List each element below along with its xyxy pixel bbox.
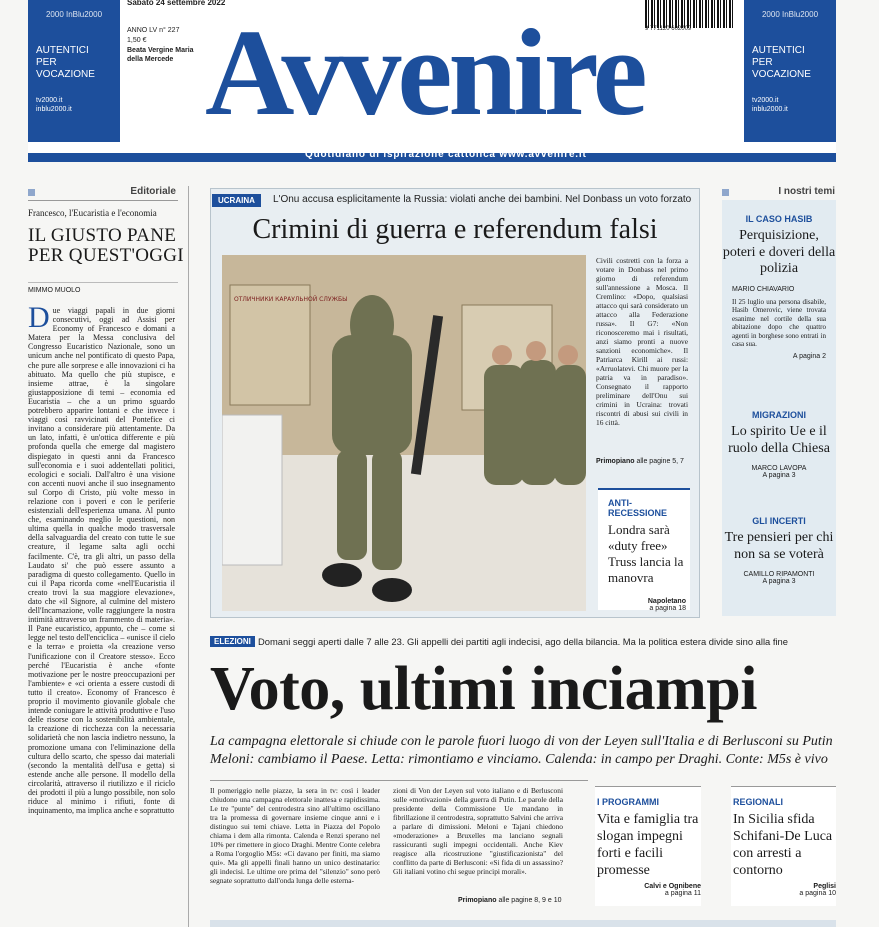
promo-urls: tv2000.it inblu2000.it xyxy=(36,97,72,113)
promo-message: AUTENTICI PER VOCAZIONE xyxy=(36,45,95,80)
soldiers-photo[interactable] xyxy=(222,255,586,611)
anti-recessione-page: a pagina 18 xyxy=(649,605,686,612)
tema-author: MARCO LAVOPA xyxy=(751,465,807,472)
tv2000-promo-right[interactable] xyxy=(744,0,836,142)
anti-recessione-title: Londra sarà «duty free» Truss lancia la manovra xyxy=(608,522,684,585)
issue-number: ANNO LV n° 227 xyxy=(127,27,180,34)
masthead-tagline[interactable]: Quotidiano di ispirazione cattolica www.avvenire.it xyxy=(305,149,587,160)
promo-logos: 2000 InBlu2000 xyxy=(45,10,103,19)
ucraina-kicker: L'Onu accusa esplicitamente la Russia: violati anche dei bambini. Nel Donbass un voto forzato xyxy=(273,194,692,205)
tema-item[interactable] xyxy=(722,214,836,360)
tema-tag: GLI INCERTI xyxy=(752,516,806,526)
regionali-tag: REGIONALI xyxy=(733,797,784,807)
programmi-title: Vita e famiglia tra slogan impegni forti e facili promesse xyxy=(597,812,699,878)
tema-body: Il 25 luglio una persona disabile, Hasib Omerovic, viene trovata esanime nel cortile della sua abitazione dopo che quattro agenti in borghese sono entrati in casa sua. xyxy=(732,297,826,349)
elezioni-page-ref[interactable]: Primopiano alle pagine 8, 9 e 10 xyxy=(458,897,562,904)
barcode xyxy=(645,0,735,28)
photo-illustration xyxy=(222,255,586,611)
tema-tag: MIGRAZIONI xyxy=(752,410,806,420)
tema-page: A pagina 3 xyxy=(762,472,796,479)
divider xyxy=(28,282,178,283)
tema-title: Lo spirito Ue e il ruolo della Chiesa xyxy=(728,424,830,456)
promo-urls: tv2000.it inblu2000.it xyxy=(752,97,788,113)
regionali-author: Peglisi xyxy=(813,883,836,890)
tema-author: MARIO CHIAVARIO xyxy=(732,285,795,293)
ucraina-tag: UCRAINA xyxy=(212,194,261,207)
elezioni-kicker: Domani seggi aperti dalle 7 alle 23. Gli appelli dei partiti agli indecisi, ago della bilancia. Ma la politica estera divide sino alla fine xyxy=(258,636,788,647)
bottom-strip xyxy=(210,920,836,927)
programmi-box[interactable] xyxy=(595,786,701,906)
programmi-author: Calvi e Ognibene xyxy=(644,883,701,890)
tv2000-promo-left[interactable] xyxy=(28,0,120,142)
column-rule xyxy=(188,186,189,927)
elezioni-tag: ELEZIONI xyxy=(210,636,255,647)
issue-date: Sabato 24 settembre 2022 xyxy=(127,0,226,7)
promo-message: AUTENTICI PER VOCAZIONE xyxy=(752,45,811,80)
programmi-page: a pagina 11 xyxy=(664,890,701,897)
barcode-number: 9 771120 602009 xyxy=(645,26,692,32)
photo-poster-text: ОТЛИЧНИКИ КАРАУЛЬНОЙ СЛУЖБЫ xyxy=(234,296,348,303)
tema-page: A pagina 3 xyxy=(762,578,796,585)
tema-author: CAMILLO RIPAMONTI xyxy=(743,571,815,578)
promo-logos: 2000 InBlu2000 xyxy=(761,10,819,19)
tema-page: A pagina 2 xyxy=(792,353,826,361)
programmi-tag: I PROGRAMMI xyxy=(597,797,659,807)
editoriale-subtitle: Francesco, l'Eucaristia e l'economia xyxy=(28,208,157,218)
ucraina-headline[interactable]: Crimini di guerra e referendum falsi xyxy=(252,214,658,245)
anti-recessione-box[interactable] xyxy=(598,488,690,610)
temi-header: I nostri temi xyxy=(778,186,835,197)
editoriale-title[interactable]: IL GIUSTO PANE PER QUEST'OGGI xyxy=(28,225,184,266)
tema-title: Perquisizione, poteri e doveri della polizia xyxy=(722,228,836,276)
elezioni-headline[interactable]: Voto, ultimi inciampi xyxy=(210,655,757,723)
editoriale-tag: Editoriale xyxy=(130,186,176,197)
regionali-box[interactable] xyxy=(731,786,836,906)
issue-price: 1,50 € xyxy=(127,37,147,44)
tema-item[interactable] xyxy=(722,410,836,479)
temi-box xyxy=(722,200,836,616)
anti-recessione-tag: ANTI-RECESSIONE xyxy=(608,498,668,518)
elezioni-body-col1: Il pomeriggio nelle piazze, la sera in tv: così i leader chiudono una campagna elettorale inattesa e rapidissima. Le tre "punte" del centrodestra sino all'ultimo oscillano tra la promessa di governare insieme cinque anni e i distinguo sui temi chiave. Letta in Piazza del Popolo chiama i dem alla rimonta. Calenda e Renzi sperano nel 10% per rimettere in gioco Draghi. Mentre Conte celebra a Roma l'orgoglio M5s: «Ci davano per finiti, ma siamo qui». Ma gli appelli finali hanno un unico destinatario: gli indecisi. Le ultime ore prima del "silenzio" sono però segnate soprattutto dall'onda lunga delle esterna- xyxy=(210,786,380,885)
editoriale-author: MIMMO MUOLO xyxy=(28,287,81,294)
tema-tag: IL CASO HASIB xyxy=(745,214,813,224)
divider xyxy=(210,780,588,781)
divider xyxy=(28,200,178,201)
anti-recessione-author: Napoletano xyxy=(647,598,686,605)
ucraina-body: Civili costretti con la forza a votare in Donbass nel primo giorno di referendum sull'annessione a Mosca. Il Cremlino: «Dopo, qualsiasi attacco qui sarà considerato un attacco alla Federazione russa». Il G7: «Non riconosceremo mai i risultati, anzi siamo pronti a nuove sanzioni economiche». Il Patriarca Kirill ai russi: «Arruolatevi. Chi muore per la patria va in paradiso». Consegnato il rapporto preliminare dell'Onu sui crimini in Ucraina: trovati riscontri di abusi sui civili in 16 città. xyxy=(596,256,688,427)
newspaper-logo[interactable]: Avvenire xyxy=(205,4,644,141)
tema-title: Tre pensieri per chi non sa se voterà xyxy=(724,530,834,562)
elezioni-subtitle: La campagna elettorale si chiude con le parole fuori luogo di von der Leyen sull'Italia e di Berlusconi su Putin Meloni: cambiamo il Paese. Letta: rimontiamo e vinciamo. Calenda: in campo per Draghi. Conte: M5s è vivo xyxy=(210,734,833,767)
regionali-title: In Sicilia sfida Schifani-De Luca con arresti a contorno xyxy=(733,812,833,878)
saint-of-day: Beata Vergine Maria della Mercede xyxy=(127,47,194,63)
regionali-page: a pagina 10 xyxy=(799,890,836,897)
elezioni-body-col2: zioni di Von der Leyen sul voto italiano e di Berlusconi sulle «motivazioni» della guerra di Putin. Le parole della presidente della Commissione Ue mandano in fibrillazione il centrodestra, soprattutto Salvini che arriva a parlare di dimissioni. Meloni e Tajani chiedono «moderazione» a Bruxelles ma lanciano segnali rassicuranti sugli impegni occidentali. Anche Kiev reagisce alla ricostruzione "giustificazionista" del conflitto da parte di Berlusconi: «Si fida di un assassino? Gli italiani votino chi segue principi morali». xyxy=(393,786,563,876)
editoriale-body xyxy=(28,306,175,927)
ucraina-page-ref[interactable]: Primopiano alle pagine 5, 7 xyxy=(596,458,684,465)
editoriale-text: ue viaggi papali in due giorni consecutivi, oggi ad Assisi per Economy of Francesco e domani a Matera per la Messa conclusiva del Congresso Eucaristico Nazionale, sono un unicum anche nel pontificato di questo Papa, che pure alle sorprese e alle innovazioni ci ha abituato. Ma quello che più stupisce, e insieme attrae, è la singolare giustapposizione di temi – economia ed Eucaristia – che a un primo sguardo potrebbero apparire lontani e che invece i viaggi così ravvicinati del Pontefice ci invitano a considerare più attentamente. Da un lato, infatti, è un'ottica differente e più profonda quella che emerge dal magistero dispiegato in questi anni da Francesco sull'economia e i suoi addentellati politici, ecologici e sociali. Dall'altro è una visione con accenti nuovi anche il suo insegnamento sul Corpo di Cristo, più volte messo in relazione con i poveri e con le periferie esistenziali dell'esperienza umana. Al punto che, esaminando meglio le questioni, non ultima quella in qualche modo trasversale della salvaguardia del creato con tutte le sue creature, il legame salta agli occhi facilmente. C'è, tra gli altri, un passo della Laudato si' che può essere assunto a paradigma di questo collegamento. Quello in cui il Papa ricorda come «nell'Eucaristia il creato trovi la sua maggiore elevazione», dato che «il Signore, al culmine del mistero dell'Incarnazione, volle raggiungere la nostra intimità attraverso un frammento di materia». Il Pane eucaristico, appunto, che – come si legge nel testo dell'enciclica – «unisce il cielo e la terra» e proietta «la creazione verso l'unificazione con il Creatore stesso». Ecco perché l'Eucaristia è anche «fonte motivazione per le nostre preoccupazioni per l'ambiente» e «ci orienta a essere custodi di tutto il creato». Economy of Francesco è proprio il movimento giovanile globale che intende coniugare le attività produttive e l'uso delle risorse con la sostenibilità ambientale, la creazione di ricchezza con la necessaria solidarietà che non lascia indietro nessuno, la promozione umana con l'eliminazione della cultura dello scarto, che spesso dai materiali (secondo la mentalità dell'usa e getta) si estende anche alle persone. Il modello della circolarità, attraverso il riutilizzo e il riciclo dei prodotti il più a lungo possibile, non solo riduce al minimo i rifiuti, fonte di inquinamento, ma implica anche e soprattutto xyxy=(28,306,175,816)
tema-item[interactable] xyxy=(722,516,836,585)
drop-cap: D xyxy=(28,306,50,334)
